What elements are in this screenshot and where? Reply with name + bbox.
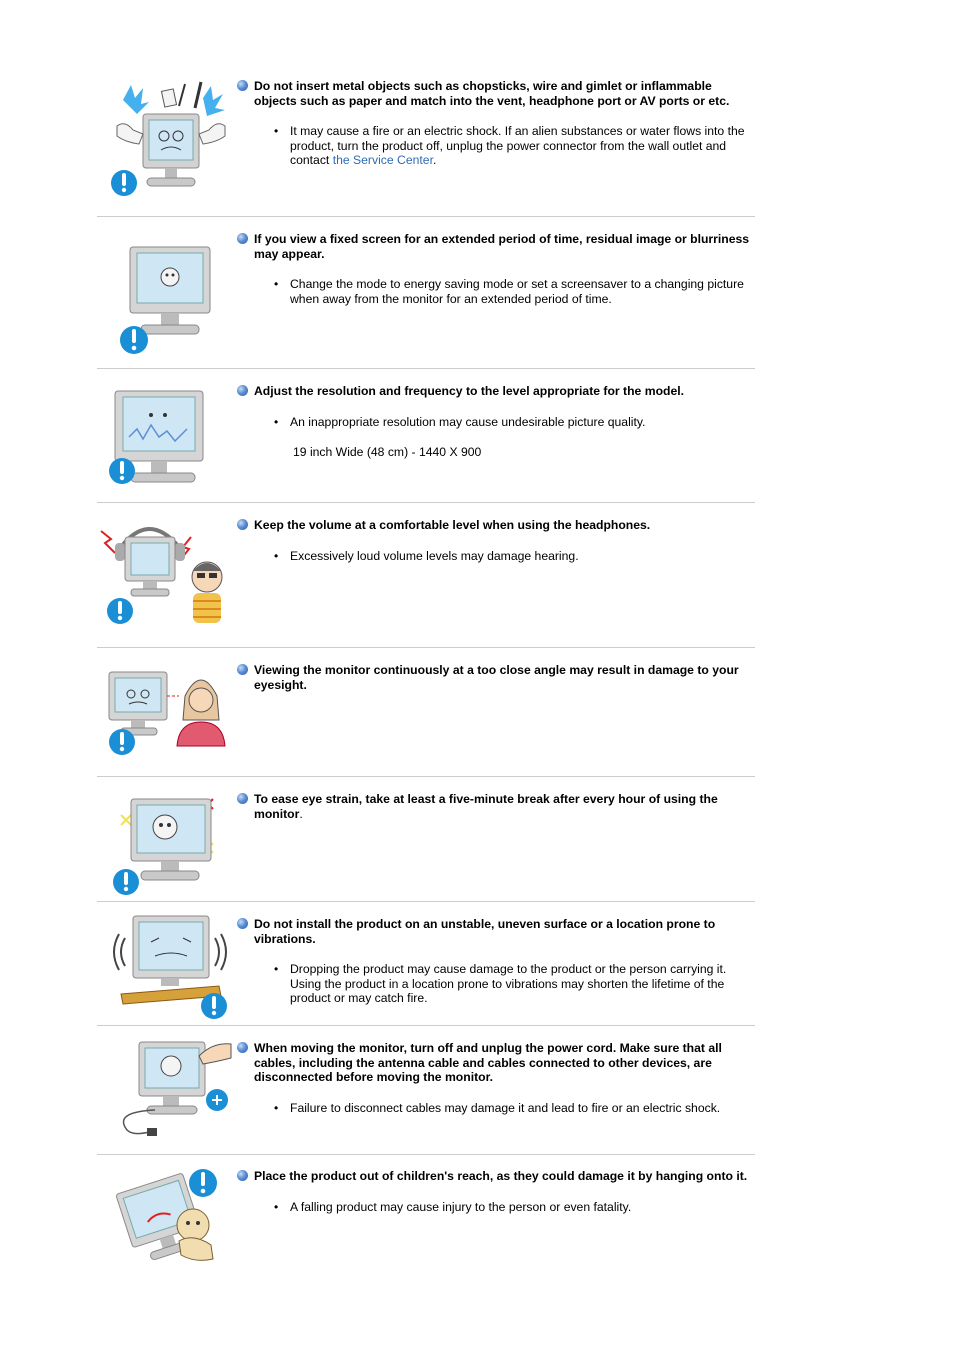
instruction-row	[97, 902, 755, 1026]
blue-bullet-icon	[237, 233, 248, 244]
instruction-heading: To ease eye strain, take at least a five-minute break after every hour of using the monitor.	[237, 792, 755, 821]
eye-strain-illustration-icon	[103, 791, 233, 911]
instruction-heading: Place the product out of children's reach, as they could damage it by hanging onto it.	[237, 1169, 755, 1184]
instruction-row	[97, 648, 755, 777]
instruction-heading: Keep the volume at a comfortable level when using the headphones.	[237, 518, 755, 533]
instruction-heading: Viewing the monitor continuously at a too close angle may result in damage to your eyesight.	[237, 663, 755, 692]
blue-bullet-icon	[237, 1170, 248, 1181]
blue-bullet-icon	[237, 793, 248, 804]
blue-bullet-icon	[237, 664, 248, 675]
instruction-row	[97, 70, 755, 217]
blue-bullet-icon	[237, 1042, 248, 1053]
list-item: • Excessively loud volume levels may damage hearing.	[237, 549, 755, 564]
close-viewing-illustration-icon	[103, 666, 233, 786]
blue-bullet-icon	[237, 80, 248, 91]
metal-objects-illustration-icon	[103, 80, 233, 200]
service-center-link[interactable]: the Service Center	[332, 153, 433, 168]
unstable-surface-illustration-icon	[103, 912, 233, 1032]
list-item: • Dropping the product may cause damage to the product or the person carrying it. Using the product in a location prone to vibrations may shorten the lifetime of the product or may catch fire.	[237, 962, 755, 1006]
instruction-row	[97, 217, 755, 369]
blue-bullet-icon	[237, 519, 248, 530]
blue-bullet-icon	[237, 385, 248, 396]
blue-bullet-icon	[237, 918, 248, 929]
list-item: • It may cause a fire or an electric shock. If an alien substances or water flows into the product, turn the product off, unplug the power connector from the wall outlet and contact the Service Center.	[237, 124, 755, 168]
list-item: • Failure to disconnect cables may damage it and lead to fire or an electric shock.	[237, 1101, 755, 1116]
instruction-row	[97, 369, 755, 503]
moving-monitor-illustration-icon	[103, 1036, 233, 1156]
list-item: • A falling product may cause injury to the person or even fatality.	[237, 1200, 755, 1215]
instruction-row	[97, 1155, 755, 1275]
resolution-note: 19 inch Wide (48 cm) - 1440 X 900	[293, 445, 482, 460]
resolution-illustration-icon	[103, 385, 233, 505]
instruction-heading: If you view a fixed screen for an extended period of time, residual image or blurriness may appear.	[237, 232, 755, 261]
list-item: • Change the mode to energy saving mode or set a screensaver to a changing picture when away from the monitor for an extended period of time.	[237, 277, 755, 306]
fixed-screen-illustration-icon	[103, 239, 233, 359]
children-reach-illustration-icon	[103, 1167, 233, 1287]
instruction-heading: Do not insert metal objects such as chopsticks, wire and gimlet or inflammable objects such as paper and match into the vent, headphone port or AV ports or etc.	[237, 79, 755, 108]
instruction-heading: Adjust the resolution and frequency to the level appropriate for the model.	[237, 384, 755, 399]
list-item: • An inappropriate resolution may cause undesirable picture quality.	[237, 415, 755, 430]
instruction-heading: When moving the monitor, turn off and unplug the power cord. Make sure that all cables, including the antenna cable and cables connected to other devices, are disconnected before moving the monitor.	[237, 1041, 755, 1085]
instruction-row	[97, 503, 755, 648]
headphones-illustration-icon	[97, 517, 227, 637]
instruction-row	[97, 1026, 755, 1155]
instruction-heading: Do not install the product on an unstable, uneven surface or a location prone to vibrations.	[237, 917, 755, 946]
instruction-row	[97, 777, 755, 902]
